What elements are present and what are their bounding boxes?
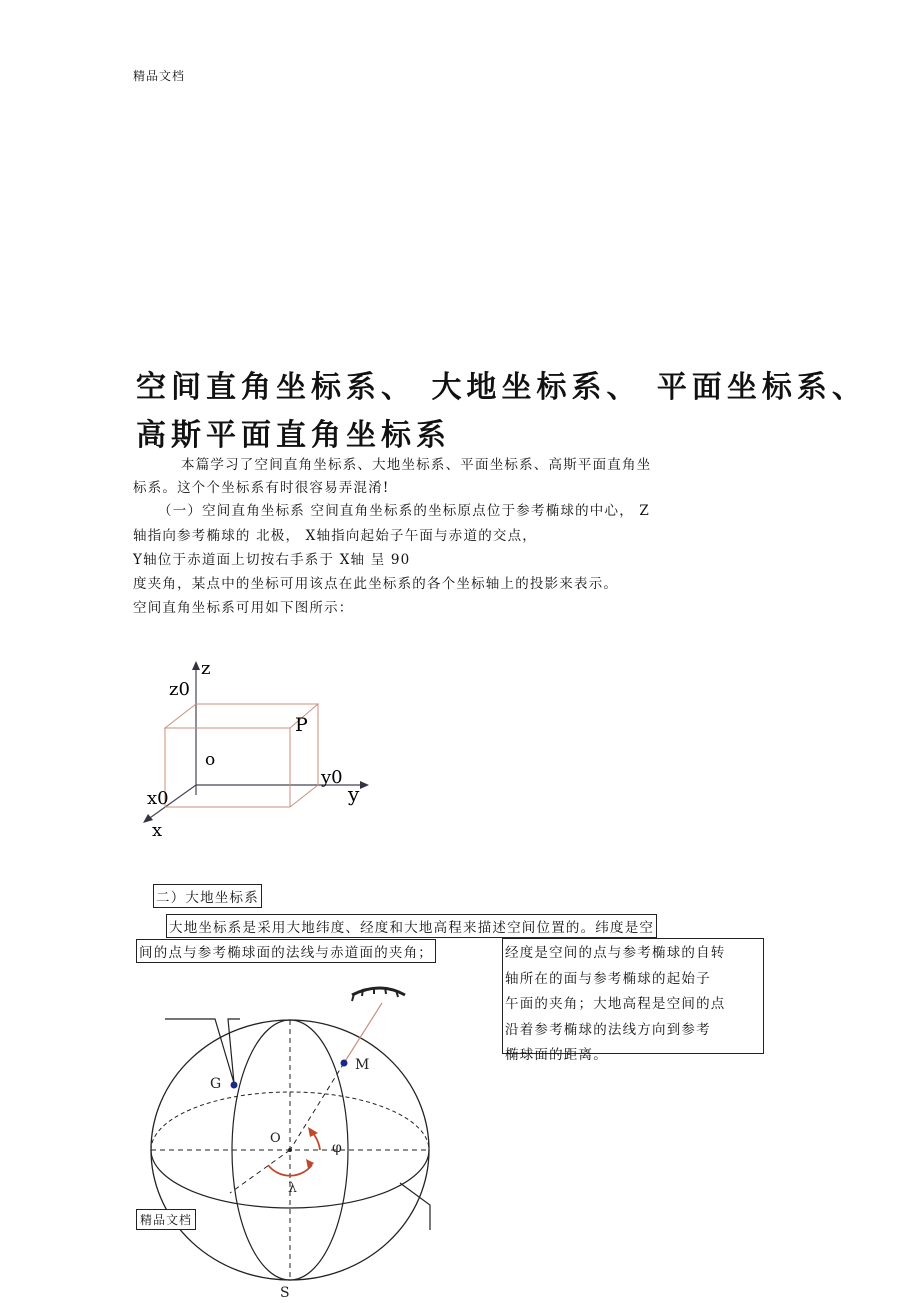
box-line: 经度是空间的点与参考椭球的自转 [505,945,726,961]
point-label-g: G [210,1076,222,1092]
angle-label-lambda: λ [288,1180,297,1196]
axis-label-x: x [152,820,163,841]
header-tag: 精品文档 [133,69,186,83]
box-line: 沿着参考椭球的法线方向到参考 [505,1021,711,1038]
page-title-line1: 空间直角坐标系、 大地坐标系、 平面坐标系、 [136,370,867,405]
page-title-line2: 高斯平面直角坐标系 [136,418,451,453]
box-line: 午面的夹角；大地高程是空间的点 [505,996,726,1012]
angle-label-phi: φ [332,1140,342,1156]
axis-label-x0: x0 [147,788,169,809]
center-label-o: O [270,1131,281,1146]
origin-label-o: o [205,750,216,770]
section1-line5: 空间直角坐标系可用如下图所示： [133,600,354,616]
section1-line2: 轴指向参考椭球的 北极， X轴指向起始子午面与赤道的交点， [133,528,537,544]
figure-cartesian-coordinate-system [135,655,380,845]
axis-label-z0: z0 [169,679,190,700]
axis-label-y0: y0 [321,767,343,788]
intro-line2: 标系。这个个坐标系有时很容易弄混淆! [133,480,390,496]
figure-geodetic-ellipsoid [130,975,440,1300]
section2-line2: 间的点与参考椭球面的法线与赤道面的夹角； [136,939,436,963]
pole-label-s: S [280,1285,290,1300]
section1-line4: 度夹角，某点中的坐标可用该点在此坐标系的各个坐标轴上的投影来表示。 [133,576,619,592]
section1-line3: Y轴位于赤道面上切按右手系于 X轴 呈 90 [133,552,411,568]
box-line: 轴所在的面与参考椭球的起始子 [505,970,711,987]
section2-line1: 大地坐标系是采用大地纬度、经度和大地高程来描述空间位置的。纬度是空 [166,914,657,938]
point-label-m: M [355,1057,370,1073]
axis-label-y: y [348,782,360,806]
point-label-p: P [295,714,308,736]
footer-tag: 精品文档 [136,1209,196,1230]
section2-heading: 二）大地坐标系 [153,884,262,908]
intro-line1: 本篇学习了空间直角坐标系、大地坐标系、平面坐标系、高斯平面直角坐 [181,457,652,473]
box-line: 椭球面的距离。 [505,1047,608,1063]
longitude-description-box [502,938,764,1063]
section1-line1: （一）空间直角坐标系 空间直角坐标系的坐标原点位于参考椭球的中心， Z [158,503,650,519]
axis-label-z: z [201,658,211,679]
